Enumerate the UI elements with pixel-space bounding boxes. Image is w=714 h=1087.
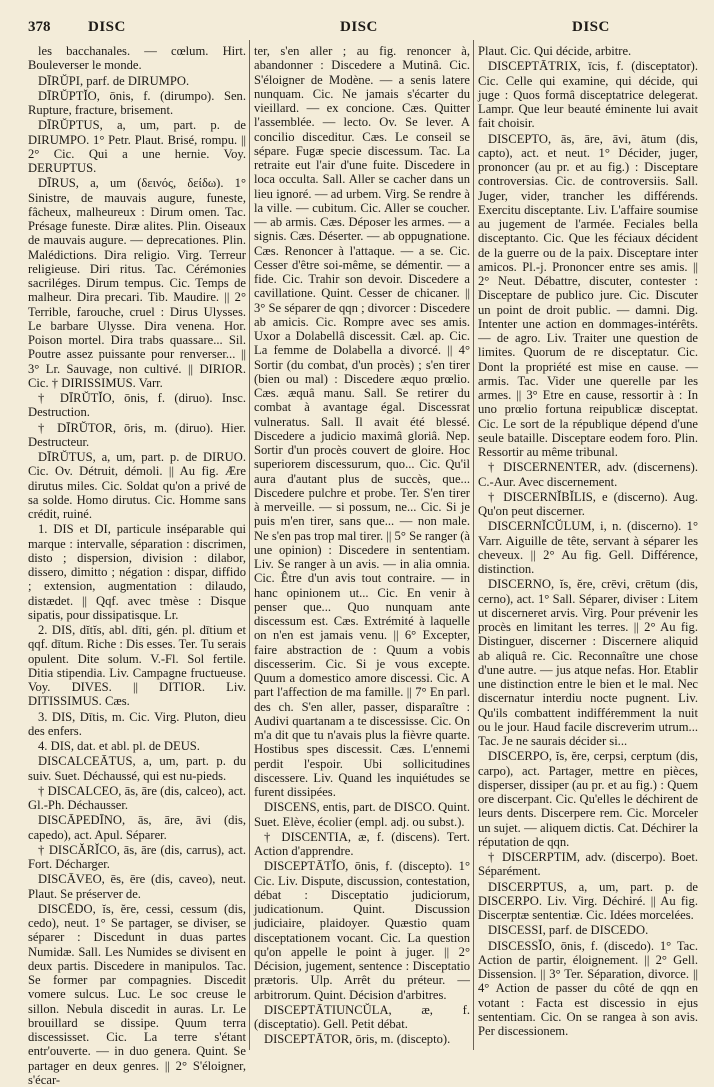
text-column-2 xyxy=(254,44,470,1064)
running-headword-center: DISC xyxy=(340,19,378,35)
dictionary-entry: DĪRŬPI, parf. de DIRUMPO. xyxy=(38,73,190,88)
dictionary-entry: DISCERNĬCŬLUM, i, n. (discerno). 1° Varr. Aiguille de tête, servant à séparer les cheveux. || 2° Au fig. Gell. Différence, distinction. xyxy=(478,519,698,576)
dictionary-entry: DISCEPTO, ās, āre, āvi, ātum (dis, capto), act. et neut. 1° Décider, juger, prononcer (au pr. et au fig.) : Disceptare controversias. Cic. de controversiis. Sall. Juger, vider, trancher les différends. Exercitu disceptante. Liv. L'affaire soumise au jugement de l'armée. Feciales bella disceptanto. Cic. Que les féciaux décident de la guerre ou de la paix. Disceptare inter amicos. Pl.-j. Prononcer entre ses amis. || 2° Neut. Débattre, discuter, contester : Disceptare de publico jure. Cic. Discuter un point de droit public. — damni. Dig. Intenter une action en dommages-intérêts. — de agro. Liv. Traiter une question de limites. Quorum de re disceptatur. Cic. Dont la propriété est mise en cause. — armis. Tac. Vider une querelle par les armes. || 3° Etre en cause, ressortir à : In uno prœlio fortuna reipublicæ disceptat. Cic. Le sort de la république dépend d'une seule bataille. Disceptare eodem foro. Plin. Ressortir au même tribunal. xyxy=(478,131,698,459)
dictionary-entry: DĪRŬPTUS, a, um, part. p. de DIRUMPO. 1° Petr. Plaut. Brisé, rompu. || 2° Cic. Qui a une hernie. Voy. DERUPTUS. xyxy=(28,118,246,175)
dictionary-entry: DISCEPTĀTIUNCŬLA, æ, f. (disceptatio). Gell. Petit débat. xyxy=(254,1002,470,1031)
dictionary-entry: † DĪRŬTOR, ōris, m. (diruo). Hier. Destructeur. xyxy=(28,420,246,449)
dictionary-entry: 1. DIS et DI, particule inséparable qui marque : intervalle, séparation : discrimen, disto ; dispersion, division : dilabor, dissero, dimitto ; négation : dispar, diffido ; extension, augmentation : dilaudo, distædet. || Qqf. avec tmèse : Disque sipatis, pour dissipatisque. Lr. xyxy=(28,522,246,622)
running-headword-right: DISC xyxy=(572,19,610,35)
dictionary-entry: DISCEPTĀTRIX, īcis, f. (disceptator). Cic. Celle qui examine, qui décide, qui juge : Quos formâ disceptatrice delegerat. Lampr. Que leur beauté éminente lui avait fait choisir. xyxy=(478,59,698,131)
dictionary-entry: † DISCALCEO, ās, āre (dis, calceo), act. Gl.-Ph. Déchausser. xyxy=(28,783,246,812)
dictionary-entry: DISCESSĬO, ōnis, f. (discedo). 1° Tac. Action de partir, éloignement. || 2° Gell. Dissension. || 3° Ter. Séparation, divorce. || 4° Action de passer du côté de qqn en votant : Facta est discessio in ejus sententiam. Cic. On se rangea à son avis. Per discessionem. xyxy=(478,938,698,1038)
dictionary-entry: † DISCERNENTER, adv. (discernens). C.-Aur. Avec discernement. xyxy=(478,460,698,489)
dictionary-entry: 3. DIS, Dītis, m. Cic. Virg. Pluton, dieu des enfers. xyxy=(28,709,246,738)
page-number: 378 xyxy=(28,19,51,35)
dictionary-entry: DISCALCEĀTUS, a, um, part. p. du suiv. Suet. Déchaussé, qui est nu-pieds. xyxy=(28,754,246,783)
text-column-3 xyxy=(478,44,698,1064)
dictionary-entry: DISCESSI, parf. de DISCEDO. xyxy=(488,923,649,938)
dictionary-entry: † DĪRŬTĬO, ōnis, f. (diruo). Insc. Destruction. xyxy=(28,391,246,420)
dictionary-entry: † DISCERPTIM, adv. (discerpo). Boet. Séparément. xyxy=(478,850,698,879)
dictionary-entry: 2. DIS, dĭtĭs, abl. dīti, gén. pl. dītium et qqf. dītum. Riche : Dis esses. Ter. Tu serais opulent. Dite solum. V.-Fl. Sol fertile. Ditia stipendia. Liv. Campagne fructueuse. Voy. DIVES. || DITIOR. Liv. DITISSIMUS. Cæs. xyxy=(28,623,246,709)
column-divider xyxy=(249,40,250,1050)
dictionary-entry: ter, s'en aller ; au fig. renoncer à, abandonner : Discedere a Mutinâ. Cic. S'éloigner de Modène. — a senis latere nunquam. Cic. Ne jamais s'écarter du vieillard. — ex concione. Cæs. Quitter l'assemblée. — lecto. Ov. Se lever. A concilio disceditur. Cæs. Le conseil se sépare. Fugæ specie discessum. Tac. La retraite eut l'air d'une fuite. Discedere in loca occulta. Sall. Aller se cacher dans un lieu ignoré. — ad urbem. Virg. Se rendre à la ville. — cubitum. Cic. Aller se coucher. — ab armis. Cæs. Déposer les armes. — a signis. Cæs. Déserter. — ab oppugnatione. Cæs. Renoncer à l'attaque. — a se. Cic. Cesser d'être soi-même, se démentir. — a fide. Cic. Trahir son devoir. Discedere a cavillatione. Quint. Cesser de chicaner. || 3° Se séparer de qqn ; divorcer : Discedere ab amicis. Cic. Rompre avec ses amis. Uxor a Dolabellâ discessit. Cæl. ap. Cic. La femme de Dolabella a divorcé. || 4° Sortir (du combat, d'un procès) ; s'en tirer (bien ou mal) : Discedere æquo prœlio. Cæs. æquâ manu. Sall. Se retirer du combat à avantage égal. Discessrat vulneratus. Sall. Il avait été blessé. Discedere a judicio maximâ gloriâ. Nep. Sortir d'un procès couvert de gloire. Hoc superiorem discessurum, quo... Cic. Qu'il aura d'autant plus de succès, que... Discedere pulchre et probe. Ter. S'en tirer à merveille. — si possum, ne... Cic. Si je puis m'en tirer, sans que... — non male. Ne s'en pas trop mal tirer. || 5° Se ranger (à une opinion) : Discedere in sententiam. Liv. Se ranger à un avis. — in alia omnia. Cic. Être d'un avis tout contraire. — in hanc opinionem ut... Cic. En venir à penser que... Quo nunquam ante discessum est. Cæs. Extrémité à laquelle on n'en est jamais venu. || 6° Excepter, faire abstraction de : Quum a vobis discesserim. Cic. Si je vous excepte. Quum a domestico amore discessi. Cic. A part l'affection de ma famille. || 7° En parl. des ch. S'en aller, passer, disparaître : Audivi quartanam a te discessisse. Cic. On m'a dit que tu n'avais plus la fièvre quarte. Hostibus spes discessit. Cæs. L'ennemi perdit l'espoir. Ubi sollicitudines discessere. Liv. Quand les inquiétudes se furent dissipées. xyxy=(254,44,470,799)
dictionary-entry: Plaut. Cic. Qui décide, arbitre. xyxy=(478,44,632,58)
dictionary-entry: DĪRŬTUS, a, um, part. p. de DIRUO. Cic. Ov. Détruit, démoli. || Au fig. Ære dirutus miles. Cic. Soldat qu'on a privé de sa solde. Homo dirutus. Cic. Homme sans crédit, ruiné. xyxy=(28,450,246,521)
text-column-1 xyxy=(28,44,246,1087)
dictionary-entry: DISCERPO, ĭs, ĕre, cerpsi, cerptum (dis, carpo), act. Partager, mettre en pièces, disperser, dissiper (au pr. et au fig.) : Quem ore discerpant. Cic. Qu'elles le déchirent de leurs dents. Discerpere rem. Cic. Morceler un sujet. — aliquem dictis. Cat. Déchirer la réputation de qqn. xyxy=(478,749,698,849)
dictionary-entry: DĪRUS, a, um (δεινός, δείδω). 1° Sinistre, de mauvais augure, funeste, fâcheux, malheureux : Dirum omen. Tac. Présage funeste. Diræ alites. Plin. Oiseaux de mauvais augure. — deprecationes. Plin. Malédictions. Dira religio. Virg. Terreur religieuse. Diri ritus. Tac. Cérémonies sacriléges. Dirum tempus. Cic. Temps de malheur. Dira precari. Tib. Maudire. || 2° Terrible, farouche, cruel : Dirus Ulysses. Le barbare Ulysse. Dira venena. Hor. Poison mortel. Dira trabs quassare... Sil. Poutre assez puissante pour renverser... || 3° Lr. Sauvage, non cultivé. || DIRIOR. Cic. † DIRISSIMUS. Varr. xyxy=(28,176,246,390)
dictionary-entry: DISCĒDO, ĭs, ĕre, cessi, cessum (dis, cedo), neut. 1° Se partager, se diviser, se séparer : Discedunt in duas partes Numidæ. Sall. Les Numides se divisent en deux partis. Discedere in manipulos. Tac. Se former par compagnies. Discedit vomere sulcus. Luc. Le soc creuse le sillon. Nebula discedit in auras. Lr. Le brouillard se dissipe. Quum terra discessisset. Cic. La terre s'étant entr'ouverte. — in duo genera. Quint. Se partager en deux genres. || 2° S'éloigner, s'écar- xyxy=(28,901,246,1087)
dictionary-entry: DISCĀVEO, ēs, ēre (dis, caveo), neut. Plaut. Se préserver de. xyxy=(28,872,246,901)
dictionary-entry: † DISCERNĬBĬLIS, e (discerno). Aug. Qu'on peut discerner. xyxy=(478,489,698,518)
dictionary-entry: DISCERPTUS, a, um, part. p. de DISCERPO. Liv. Virg. Déchiré. || Au fig. Discerptæ sententiæ. Cic. Idées morcelées. xyxy=(478,879,698,922)
running-headword-left: DISC xyxy=(88,19,126,35)
dictionary-entry: les bacchanales. — cœlum. Hirt. Bouleverser le monde. xyxy=(28,44,246,73)
dictionary-entry: † DISCĂRĬCO, ās, āre (dis, carrus), act. Fort. Décharger. xyxy=(28,842,246,871)
dictionary-entry: DISCENS, entis, part. de DISCO. Quint. Suet. Elève, écolier (empl. adj. ou subst.). xyxy=(254,800,470,829)
dictionary-entry: DISCĀPEDĪNO, ās, āre, āvi (dis, capedo), act. Apul. Séparer. xyxy=(28,813,246,842)
running-header xyxy=(0,12,714,38)
dictionary-entry: DĪRŬPTĬO, ōnis, f. (dirumpo). Sen. Rupture, fracture, brisement. xyxy=(28,88,246,117)
dictionary-entry: DISCERNO, ĭs, ĕre, crēvi, crētum (dis, cerno), act. 1° Sall. Séparer, diviser : Litem ut discerneret arvis. Virg. Pour prévenir les procès en limitant les terres. || 2° Au fig. Distinguer, discerner : Discernere aliquid ab aliquâ re. Cic. Reconnaître une chose d'une autre. — jus atque nefas. Hor. Etablir une distinction entre le bien et le mal. Nec discernatur interdiu nocte pugnent. Liv. Qu'ils combattent indifféremment la nuit ou le jour. Haud facile discreverim utrum... Tac. Je ne saurais décider si... xyxy=(478,577,698,748)
dictionary-entry: DISCEPTĀTOR, ōris, m. (discepto). xyxy=(264,1032,451,1047)
dictionary-entry: DISCEPTĀTĬO, ōnis, f. (discepto). 1° Cic. Liv. Dispute, discussion, contestation, débat : Disceptatio judiciorum, judicationum. Quint. Discussion judiciaire, plaidoyer. Quæstio quam disceptationem vocant. Cic. La question qu'on appelle le point à juger. || 2° Décision, jugement, sentence : Disceptatio prætoris. Ulp. Arrêt du préteur. — arbitrorum. Quint. Décision d'arbitres. xyxy=(254,859,470,1002)
dictionary-entry: 4. DIS, dat. et abl. pl. de DEUS. xyxy=(38,739,200,753)
column-divider xyxy=(473,40,474,1050)
dictionary-entry: † DISCENTIA, æ, f. (discens). Tert. Action d'apprendre. xyxy=(254,829,470,858)
